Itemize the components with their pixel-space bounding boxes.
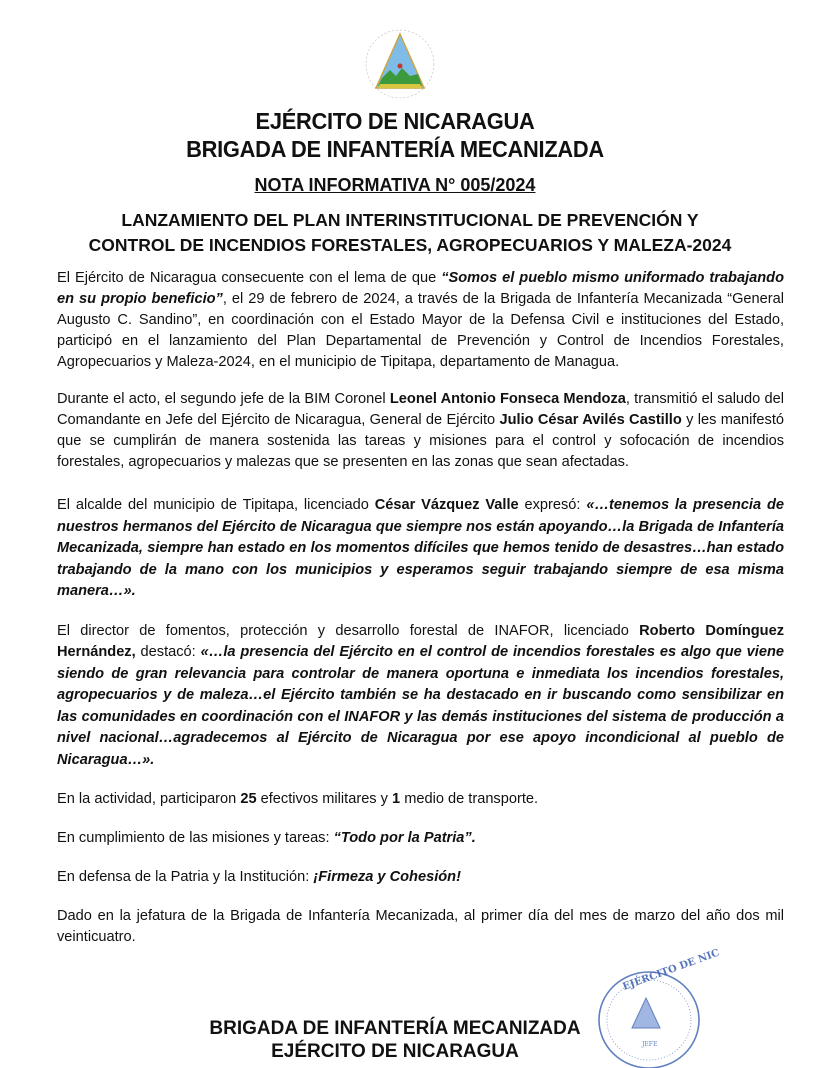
motto-text: “Todo por la Patria”. bbox=[333, 830, 476, 846]
motto-text: ¡Firmeza y Cohesión! bbox=[313, 869, 461, 885]
vehicle-count: 1 bbox=[392, 791, 401, 807]
text-run: El alcalde del municipio de Tipitapa, licenciado bbox=[57, 497, 375, 513]
svg-text:EJÉRCITO DE NIC: EJÉRCITO DE NIC bbox=[621, 947, 721, 993]
paragraph-motto-patria bbox=[57, 828, 784, 849]
paragraph-motto-firmeza bbox=[57, 867, 784, 888]
signature-brigade: BRIGADA DE INFANTERÍA MECANIZADA bbox=[209, 1018, 581, 1039]
paragraph-mayor-quote bbox=[57, 495, 784, 603]
text-run: Durante el acto, el segundo jefe de la BIM Coronel bbox=[57, 391, 390, 407]
text-run: medio de transporte. bbox=[400, 791, 539, 807]
text-run: En la actividad, participaron bbox=[57, 791, 241, 807]
document-title bbox=[40, 208, 780, 258]
text-run: En cumplimiento de las misiones y tareas: bbox=[57, 830, 334, 846]
paragraph-intro bbox=[57, 268, 784, 373]
text-run: , el 29 de febrero de 2024, a través de la Brigada de Infantería Mecanizada “General Augusto C. Sandino”, en coordinación con el Estado Mayor de la Defensa Civil e instituciones del Estado, participó en el lanzamiento del Plan Departamental de Prevención y Control de Incendios Forestales, Agropecuarios y Maleza-2024, en el municipio de Tipitapa, departamento de Managua. bbox=[57, 291, 784, 370]
text-run: expresó: bbox=[518, 497, 587, 513]
text-run: destacó: bbox=[135, 644, 201, 660]
paragraph-inafor-quote bbox=[57, 621, 784, 772]
title-line-1: LANZAMIENTO DEL PLAN INTERINSTITUCIONAL DE PREVENCIÓN Y bbox=[121, 210, 699, 230]
nota-text: NOTA INFORMATIVA N° 005/2024 bbox=[254, 175, 536, 195]
brigade-title: BRIGADA DE INFANTERÍA MECANIZADA bbox=[186, 136, 604, 162]
paragraph-participants bbox=[57, 789, 784, 810]
quote-text: «…la presencia del Ejército en el control de incendios forestales es algo que viene siendo de gran relevancia para controlar de manera oportuna e inmediata los incendios forestales, agropecuarios y de maleza…el Ejército también se ha destacado en ir buscando como sensibilizar en las comunidades en coordinación con el INAFOR y las demás instituciones del sistema de producción a nivel nacional…agradecemos al Ejército de Nicaragua por ese apoyo incondicional al pueblo de Nicaragua…». bbox=[57, 644, 784, 768]
paragraph-closing-date bbox=[57, 906, 784, 948]
text-run: Dado en la jefatura de la Brigada de Infantería Mecanizada, al primer día del mes de marzo del año dos mil veinticuatro. bbox=[57, 908, 784, 945]
text-run: El Ejército de Nicaragua consecuente con el lema de que bbox=[57, 270, 442, 286]
nicaragua-coat-of-arms-emblem bbox=[362, 22, 438, 108]
document-body bbox=[57, 268, 784, 964]
person-name: Leonel Antonio Fonseca Mendoza bbox=[389, 391, 626, 407]
person-name: César Vázquez Valle bbox=[374, 497, 519, 513]
text-run: , transmitió el saludo del Comandante en Jefe del Ejército de Nicaragua, General de Ejército bbox=[57, 391, 784, 428]
paragraph-event bbox=[57, 389, 784, 473]
text-run: y les manifestó que se cumplirán de manera sostenida las tareas y misiones para el control y sofocación de incendios forestales, agropecuarios y malezas que se presenten en las zonas que sean afectadas. bbox=[57, 412, 784, 470]
title-line-2: CONTROL DE INCENDIOS FORESTALES, AGROPECUARIOS Y MALEZA-2024 bbox=[88, 235, 732, 255]
text-run: El director de fomentos, protección y desarrollo forestal de INAFOR, licenciado bbox=[57, 622, 640, 639]
nota-informativa-number bbox=[0, 175, 790, 196]
svg-text:JEFE: JEFE bbox=[642, 1041, 658, 1048]
motto-quote: “Somos el pueblo mismo uniformado trabajando en su propio beneficio” bbox=[57, 270, 784, 307]
person-name: Julio César Avilés Castillo bbox=[499, 412, 682, 428]
signature-army: EJÉRCITO DE NICARAGUA bbox=[271, 1041, 519, 1062]
quote-text: «…tenemos la presencia de nuestros hermanos del Ejército de Nicaragua que siempre nos están apoyando…la Brigada de Infantería Mecanizada, siempre han estado en los momentos difíciles que hemos tenido de desastres…han estado trabajando de la mano con los municipios y esperamos seguir trabajando siempre de esa misma manera…». bbox=[57, 497, 784, 599]
text-run: En defensa de la Patria y la Institución: bbox=[57, 869, 314, 885]
troop-count: 25 bbox=[240, 791, 257, 807]
org-title: EJÉRCITO DE NICARAGUA bbox=[255, 108, 535, 134]
text-run: efectivos militares y bbox=[256, 791, 393, 807]
person-name: Roberto Domínguez Hernández, bbox=[57, 622, 785, 660]
